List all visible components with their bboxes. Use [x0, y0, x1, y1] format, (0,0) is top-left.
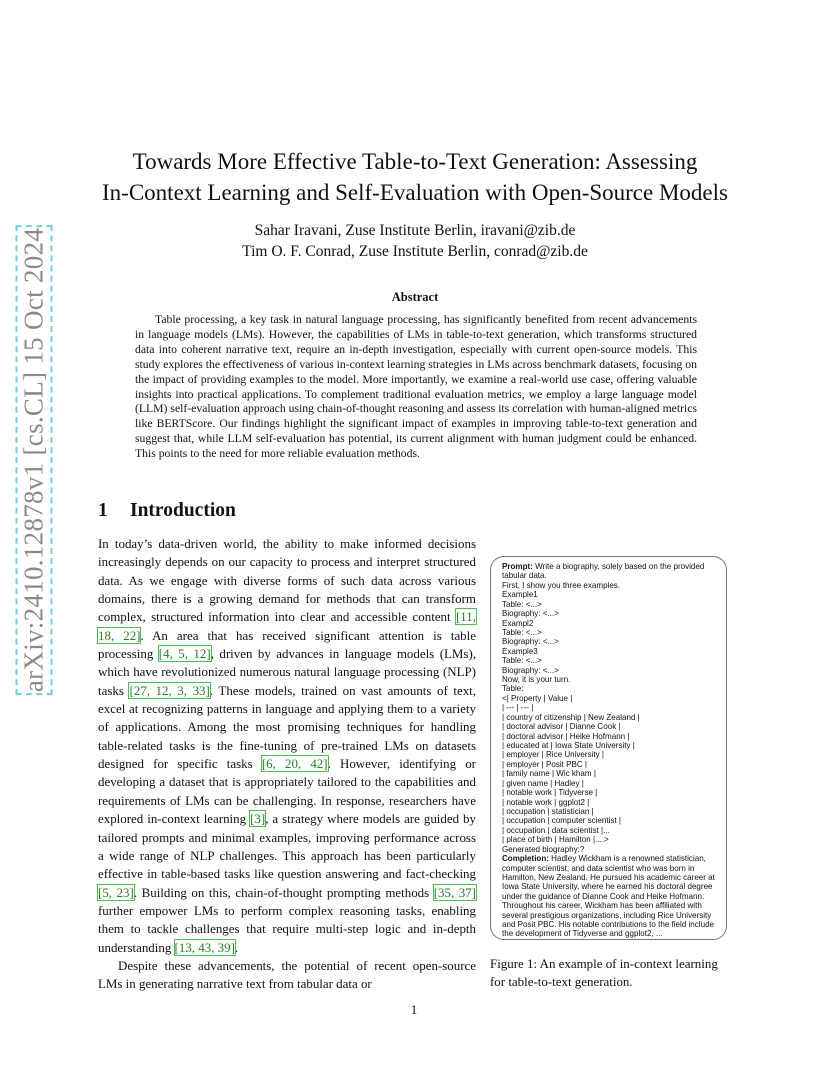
prompt-body-line: Table: <...> [502, 599, 542, 609]
arxiv-identifier[interactable] [14, 227, 54, 693]
citation-link[interactable]: [27, 12, 3, 33] [129, 682, 210, 698]
prompt-body-line: | country of citizenship | New Zealand | [502, 712, 640, 722]
prompt-body-line: Biography: <...> [502, 665, 559, 675]
prompt-body-line: First, I show you three examples. [502, 580, 621, 590]
prompt-body-line: | family name | Wic kham | [502, 769, 596, 779]
prompt-body-line: Example1 [502, 590, 538, 600]
intro-text: . Building on this, chain-of-thought prompting methods [133, 884, 434, 900]
abstract-text: Table processing, a key task in natural language processing, has significantly benefited from recent advancements in language models (LMs). However, the capabilities of LMs in table-to-text generation, which transforms structured data into coherent narrative text, require an in-depth investigation, especially with current open-source models. This study explores the effectiveness of various in-context learning strategies in LMs across benchmark datasets, focusing on the impact of providing examples to the model. More importantly, we examine a real-world use case, offering valuable insights into practical applications. To complement traditional evaluation metrics, we employ a large language model (LLM) self-evaluation approach using chain-of-thought reasoning and assess its correlation with human-aligned metrics like BERTScore. Our findings highlight the significant impact of examples in improving table-to-text generation and suggest that, while LLM self-evaluation has potential, its current alignment with human judgment could be enhanced. This points to the need for more reliable evaluation methods. [135, 313, 697, 461]
prompt-line [502, 562, 718, 581]
prompt-body-line: | given name | Hadley | [502, 778, 584, 788]
intro-text: . However, identifying or developing a dataset that is appropriately tailored to the capabilities and requirements of LMs can be challenging. In response, researchers have explored in-context learning [98, 756, 476, 827]
prompt-body-line: | notable work | Tidyverse | [502, 788, 598, 798]
prompt-body-line: | doctoral advisor | Dianne Cook | [502, 722, 621, 732]
intro-text: , driven by advances in language models (LMs), which have revolutionized numerous natural language processing (NLP) tasks [98, 646, 476, 698]
completion-text: Hadley Wickham is a renowned statistician, computer scientist, and data scientist who was born in Hamilton, New Zealand. He pursued his academic career at Iowa State University, where he earned his doctoral degree under the guidance of Dianne Cook and Heike Hofmann. Throughout his career, Wickham has been affiliated with several prestigious organizations, including Rice University and Posit PBC. His notable contributions to the field include the development of Tidyverse and ggplot2, ... [502, 854, 715, 939]
prompt-body-line: Table: <...> [502, 627, 542, 637]
page-number: 1 [410, 1002, 418, 1017]
section-number: 1 [98, 500, 108, 521]
prompt-body-line: Table: <...> [502, 656, 542, 666]
prompt-body-line: Table: [502, 684, 524, 694]
prompt-text: Write a biography, solely based on the provided tabular data. [502, 562, 705, 581]
prompt-body-line: Biography: <...> [502, 609, 559, 619]
title-line-1: Towards More Effective Table-to-Text Generation: Assessing [132, 149, 698, 174]
intro-text: further empower LMs to perform complex reasoning tasks, enabling them to tackle challenges that require multi-step logic and in-depth understanding [98, 902, 476, 955]
prompt-body-line: | educated at | Iowa State University | [502, 741, 635, 751]
prompt-body-line: | occupation | computer scientist | [502, 816, 621, 826]
prompt-body-line: | occupation | data scientist |... [502, 825, 610, 835]
prompt-body-line: Example3 [502, 646, 538, 656]
citation-link[interactable]: [11, 18, 22] [98, 609, 476, 643]
intro-paragraph-1 [98, 535, 476, 957]
citation-link[interactable]: [5, 23] [98, 884, 134, 900]
prompt-body-line: | employer | Rice University | [502, 750, 604, 760]
prompt-body-line: | notable work | ggplot2 | [502, 797, 590, 807]
citation-link[interactable]: [4, 5, 12] [158, 646, 211, 662]
prompt-body-line: <| Property | Value | [502, 693, 573, 703]
prompt-body-line: | place of birth | Hamilton |....> [502, 835, 609, 845]
prompt-body-line: | --- | --- | [502, 703, 534, 713]
abstract-heading: Abstract [391, 290, 439, 304]
section-heading [98, 500, 236, 522]
citation-link[interactable]: [13, 43, 39] [174, 939, 235, 955]
section-title: Introduction [130, 500, 236, 521]
author-list [80, 220, 750, 262]
intro-text: , a strategy where models are guided by tailored prompts and minimal examples, improving performance across a wide range of NLP challenges. This approach has been particularly effective in table-based tasks like question answering and fact-checking [98, 811, 476, 882]
prompt-body-line: Biography: <...> [502, 637, 559, 647]
intro-paragraph-2: Despite these advancements, the potential of recent open-source LMs in generating narrative text from tabular data or [98, 957, 476, 992]
intro-text: . An area that has received significant attention is table processing [98, 627, 476, 662]
intro-text: In today’s data-driven world, the ability to make informed decisions increasingly depends on our capacity to process and interpret structured data. As we engage with diverse forms of such data across various domains, there is a growing demand for methods that can transform complex, structured information into clear and accessible content [98, 536, 476, 625]
intro-text: . [234, 939, 239, 955]
paper-title [80, 146, 750, 208]
citation-link[interactable]: [35, 37] [433, 884, 476, 900]
prompt-body-line: | doctoral advisor | Heike Hofmann | [502, 731, 630, 741]
prompt-body-line: Now, it is your turn. [502, 675, 571, 685]
author-1: Sahar Iravani, Zuse Institute Berlin, iravani@zib.de [254, 222, 576, 239]
title-line-2: In-Context Learning and Self-Evaluation with Open-Source Models [102, 180, 728, 205]
citation-link[interactable]: [6, 20, 42] [261, 756, 328, 772]
figure-1-prompt-box [490, 556, 727, 940]
prompt-body-line: | occupation | statistician | [502, 806, 594, 816]
citation-link[interactable]: [3] [250, 811, 266, 827]
prompt-body-line: | employer | Posit PBC | [502, 759, 587, 769]
prompt-body-line: Exampl2 [502, 618, 534, 628]
arxiv-id-text: arXiv:2410.12878v1 [cs.CL] 15 Oct 2024 [18, 227, 49, 693]
introduction-body [98, 535, 476, 994]
prompt-body-line: Generated biography:? [502, 844, 585, 854]
prompt-label: Prompt: [502, 562, 533, 571]
author-2: Tim O. F. Conrad, Zuse Institute Berlin, conrad@zib.de [242, 243, 588, 260]
completion-label: Completion: [502, 854, 549, 864]
completion-line [502, 854, 718, 939]
intro-text: . These models, trained on vast amounts of text, excel at recognizing patterns in language and applying them to a variety of applications. Among the most promising techniques for handling table-related tasks is the fine-tuning of pre-trained LMs on datasets designed for specific tasks [98, 682, 476, 772]
figure-1-caption: Figure 1: An example of in-context learning for table-to-text generation. [490, 956, 718, 989]
